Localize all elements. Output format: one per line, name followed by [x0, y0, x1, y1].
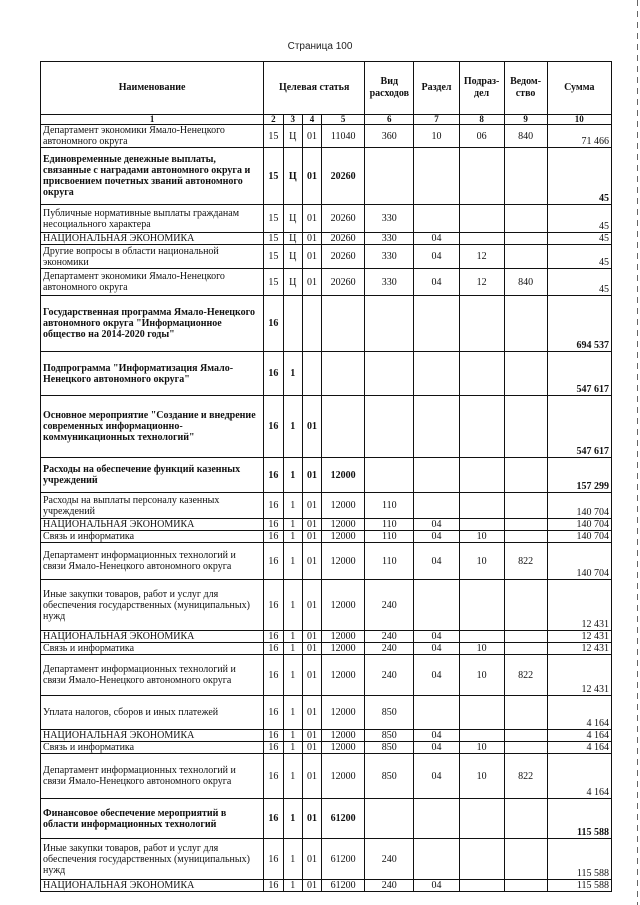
table-row	[41, 493, 612, 519]
subsection	[459, 730, 504, 742]
target-code-event: 01	[302, 205, 321, 233]
department-code	[504, 352, 547, 396]
row-name: Департамент экономики Ямало-Ненецкого автономного округа	[41, 269, 264, 296]
target-code-event	[302, 296, 321, 352]
row-name: Подпрограмма "Информатизация Ямало-Ненецкого автономного округа"	[41, 352, 264, 396]
table-row	[41, 742, 612, 754]
target-code-program: 15	[264, 245, 283, 269]
department-code	[504, 148, 547, 205]
target-code-subprogram: 1	[283, 531, 302, 543]
subsection	[459, 580, 504, 631]
table-row	[41, 352, 612, 396]
target-code-program: 16	[264, 519, 283, 531]
target-code-subprogram: Ц	[283, 205, 302, 233]
target-code-direction: 20260	[322, 269, 365, 296]
target-code-program: 16	[264, 580, 283, 631]
row-sum: 12 431	[547, 580, 611, 631]
expense-type	[365, 296, 414, 352]
column-number: 4	[302, 115, 321, 125]
table-row	[41, 296, 612, 352]
row-sum: 45	[547, 233, 611, 245]
table-row	[41, 458, 612, 493]
expense-type	[365, 148, 414, 205]
section: 04	[414, 519, 459, 531]
table-row	[41, 233, 612, 245]
subsection	[459, 493, 504, 519]
subsection	[459, 296, 504, 352]
target-code-direction: 12000	[322, 531, 365, 543]
row-name: Другие вопросы в области национальной экономики	[41, 245, 264, 269]
row-sum: 140 704	[547, 519, 611, 531]
row-sum: 140 704	[547, 493, 611, 519]
expense-type: 240	[365, 839, 414, 880]
row-sum: 4 164	[547, 742, 611, 754]
target-code-program: 15	[264, 205, 283, 233]
row-name: Публичные нормативные выплаты гражданам несоциального характера	[41, 205, 264, 233]
target-code-program: 16	[264, 742, 283, 754]
department-code	[504, 631, 547, 643]
target-code-event: 01	[302, 880, 321, 892]
target-code-program: 16	[264, 754, 283, 799]
table-body	[41, 125, 612, 892]
row-name: Связь и информатика	[41, 643, 264, 655]
expense-type: 240	[365, 880, 414, 892]
expense-type: 240	[365, 580, 414, 631]
expense-type: 240	[365, 631, 414, 643]
section: 04	[414, 233, 459, 245]
subsection	[459, 799, 504, 839]
target-code-direction: 61200	[322, 880, 365, 892]
target-code-direction: 12000	[322, 519, 365, 531]
target-code-subprogram: 1	[283, 352, 302, 396]
target-code-program: 16	[264, 396, 283, 458]
expense-type: 330	[365, 269, 414, 296]
row-name: Департамент информационных технологий и связи Ямало-Ненецкого автономного округа	[41, 655, 264, 696]
target-code-direction: 12000	[322, 631, 365, 643]
target-code-subprogram: 1	[283, 493, 302, 519]
target-code-subprogram: 1	[283, 543, 302, 580]
section	[414, 839, 459, 880]
table-row	[41, 543, 612, 580]
section	[414, 799, 459, 839]
expense-type: 850	[365, 696, 414, 730]
table-row	[41, 839, 612, 880]
table-row	[41, 531, 612, 543]
target-code-direction: 20260	[322, 233, 365, 245]
scan-edge-mark	[637, 0, 638, 905]
table-row	[41, 643, 612, 655]
target-code-subprogram: Ц	[283, 125, 302, 148]
table-row	[41, 519, 612, 531]
target-code-event: 01	[302, 730, 321, 742]
section	[414, 396, 459, 458]
expense-type: 240	[365, 643, 414, 655]
column-number: 2	[264, 115, 283, 125]
target-code-direction: 20260	[322, 205, 365, 233]
department-code	[504, 730, 547, 742]
row-sum: 140 704	[547, 543, 611, 580]
row-sum: 115 588	[547, 799, 611, 839]
section	[414, 493, 459, 519]
row-sum: 12 431	[547, 631, 611, 643]
section	[414, 352, 459, 396]
row-name: Связь и информатика	[41, 742, 264, 754]
target-code-direction	[322, 396, 365, 458]
department-code: 822	[504, 543, 547, 580]
expense-type	[365, 352, 414, 396]
department-code	[504, 742, 547, 754]
department-code	[504, 296, 547, 352]
expense-type: 850	[365, 730, 414, 742]
table-row	[41, 799, 612, 839]
expense-type: 850	[365, 742, 414, 754]
department-code	[504, 839, 547, 880]
expense-type: 330	[365, 245, 414, 269]
target-code-direction	[322, 352, 365, 396]
row-sum: 115 588	[547, 839, 611, 880]
row-sum: 12 431	[547, 643, 611, 655]
section	[414, 205, 459, 233]
target-code-subprogram: 1	[283, 631, 302, 643]
row-sum: 4 164	[547, 754, 611, 799]
section	[414, 696, 459, 730]
target-code-subprogram: 1	[283, 643, 302, 655]
target-code-subprogram	[283, 296, 302, 352]
department-code	[504, 245, 547, 269]
column-number: 3	[283, 115, 302, 125]
department-code: 840	[504, 269, 547, 296]
expense-type	[365, 799, 414, 839]
target-code-direction: 12000	[322, 696, 365, 730]
target-code-event: 01	[302, 754, 321, 799]
target-code-subprogram: 1	[283, 742, 302, 754]
table-row	[41, 396, 612, 458]
target-code-event: 01	[302, 396, 321, 458]
target-code-event: 01	[302, 233, 321, 245]
budget-table	[40, 61, 612, 892]
expense-type: 240	[365, 655, 414, 696]
row-name: Департамент экономики Ямало-Ненецкого автономного округа	[41, 125, 264, 148]
header-name: Наименование	[41, 62, 264, 115]
target-code-program: 16	[264, 352, 283, 396]
subsection: 10	[459, 655, 504, 696]
target-code-program: 16	[264, 631, 283, 643]
expense-type	[365, 396, 414, 458]
target-code-subprogram: 1	[283, 730, 302, 742]
section: 04	[414, 543, 459, 580]
row-name: Департамент информационных технологий и связи Ямало-Ненецкого автономного округа	[41, 754, 264, 799]
department-code: 822	[504, 655, 547, 696]
target-code-program: 16	[264, 696, 283, 730]
target-code-subprogram: Ц	[283, 233, 302, 245]
target-code-direction: 20260	[322, 148, 365, 205]
target-code-event: 01	[302, 125, 321, 148]
target-code-program: 16	[264, 458, 283, 493]
row-name: Государственная программа Ямало-Ненецкого автономного округа "Информационное общество на 2014-2020 годы"	[41, 296, 264, 352]
target-code-program: 15	[264, 148, 283, 205]
target-code-program: 15	[264, 233, 283, 245]
row-name: Единовременные денежные выплаты, связанные с наградами автономного округа и присвоением почетных званий автономного округа	[41, 148, 264, 205]
target-code-subprogram: Ц	[283, 245, 302, 269]
expense-type: 110	[365, 493, 414, 519]
target-code-program: 16	[264, 730, 283, 742]
header-section: Раздел	[414, 62, 459, 115]
target-code-event: 01	[302, 269, 321, 296]
target-code-direction	[322, 296, 365, 352]
target-code-direction: 61200	[322, 839, 365, 880]
expense-type: 110	[365, 519, 414, 531]
subsection	[459, 205, 504, 233]
page-number-header: Страница 100	[287, 41, 353, 52]
header-expense-type: Вид расходов	[365, 62, 414, 115]
department-code	[504, 396, 547, 458]
row-name: НАЦИОНАЛЬНАЯ ЭКОНОМИКА	[41, 631, 264, 643]
column-number: 1	[41, 115, 264, 125]
row-name: Связь и информатика	[41, 531, 264, 543]
header-subsection: Подраз-дел	[459, 62, 504, 115]
subsection: 12	[459, 245, 504, 269]
target-code-program: 16	[264, 839, 283, 880]
column-number: 9	[504, 115, 547, 125]
target-code-program: 15	[264, 125, 283, 148]
subsection	[459, 396, 504, 458]
section: 04	[414, 531, 459, 543]
target-code-subprogram: 1	[283, 396, 302, 458]
table-row	[41, 631, 612, 643]
target-code-program: 16	[264, 880, 283, 892]
target-code-direction: 12000	[322, 643, 365, 655]
header-department: Ведом-ство	[504, 62, 547, 115]
target-code-program: 16	[264, 296, 283, 352]
target-code-subprogram: 1	[283, 458, 302, 493]
section: 04	[414, 754, 459, 799]
row-name: Основное мероприятие "Создание и внедрение современных информационно-коммуникационных технологий"	[41, 396, 264, 458]
column-number: 7	[414, 115, 459, 125]
row-sum: 45	[547, 205, 611, 233]
row-name: НАЦИОНАЛЬНАЯ ЭКОНОМИКА	[41, 233, 264, 245]
expense-type: 360	[365, 125, 414, 148]
row-name: Расходы на выплаты персоналу казенных учреждений	[41, 493, 264, 519]
target-code-direction: 61200	[322, 799, 365, 839]
target-code-subprogram: 1	[283, 655, 302, 696]
department-code	[504, 643, 547, 655]
target-code-event: 01	[302, 643, 321, 655]
column-number: 10	[547, 115, 611, 125]
table-row	[41, 880, 612, 892]
section: 04	[414, 742, 459, 754]
section	[414, 458, 459, 493]
target-code-event: 01	[302, 742, 321, 754]
row-name: НАЦИОНАЛЬНАЯ ЭКОНОМИКА	[41, 880, 264, 892]
subsection	[459, 880, 504, 892]
target-code-direction: 12000	[322, 543, 365, 580]
target-code-direction: 12000	[322, 655, 365, 696]
department-code: 822	[504, 754, 547, 799]
row-name: Уплата налогов, сборов и иных платежей	[41, 696, 264, 730]
table-row	[41, 245, 612, 269]
target-code-program: 16	[264, 643, 283, 655]
row-sum: 45	[547, 269, 611, 296]
expense-type: 110	[365, 531, 414, 543]
department-code	[504, 519, 547, 531]
section: 04	[414, 730, 459, 742]
target-code-subprogram: 1	[283, 799, 302, 839]
row-name: НАЦИОНАЛЬНАЯ ЭКОНОМИКА	[41, 730, 264, 742]
target-code-event: 01	[302, 148, 321, 205]
row-sum: 45	[547, 148, 611, 205]
target-code-event: 01	[302, 655, 321, 696]
target-code-direction: 12000	[322, 580, 365, 631]
target-code-subprogram: 1	[283, 580, 302, 631]
target-code-program: 15	[264, 269, 283, 296]
table-row	[41, 205, 612, 233]
expense-type: 850	[365, 754, 414, 799]
subsection	[459, 839, 504, 880]
section: 04	[414, 655, 459, 696]
expense-type	[365, 458, 414, 493]
target-code-direction: 12000	[322, 742, 365, 754]
target-code-event: 01	[302, 493, 321, 519]
target-code-direction: 12000	[322, 730, 365, 742]
department-code	[504, 880, 547, 892]
row-sum: 547 617	[547, 396, 611, 458]
target-code-program: 16	[264, 655, 283, 696]
section: 04	[414, 643, 459, 655]
target-code-direction: 20260	[322, 245, 365, 269]
header-target-article: Целевая статья	[264, 62, 365, 115]
subsection: 10	[459, 742, 504, 754]
section	[414, 148, 459, 205]
row-sum: 140 704	[547, 531, 611, 543]
subsection: 10	[459, 754, 504, 799]
column-number: 8	[459, 115, 504, 125]
department-code	[504, 580, 547, 631]
table-row	[41, 754, 612, 799]
subsection: 10	[459, 643, 504, 655]
expense-type: 110	[365, 543, 414, 580]
target-code-program: 16	[264, 531, 283, 543]
target-code-event: 01	[302, 696, 321, 730]
target-code-direction: 11040	[322, 125, 365, 148]
row-sum: 12 431	[547, 655, 611, 696]
row-name: Расходы на обеспечение функций казенных учреждений	[41, 458, 264, 493]
target-code-event: 01	[302, 543, 321, 580]
department-code: 840	[504, 125, 547, 148]
department-code	[504, 531, 547, 543]
target-code-subprogram: 1	[283, 754, 302, 799]
table-row	[41, 696, 612, 730]
target-code-direction: 12000	[322, 493, 365, 519]
table-header-row	[41, 62, 612, 115]
row-sum: 115 588	[547, 880, 611, 892]
target-code-direction: 12000	[322, 458, 365, 493]
subsection	[459, 458, 504, 493]
subsection	[459, 519, 504, 531]
target-code-subprogram: 1	[283, 839, 302, 880]
row-sum: 71 466	[547, 125, 611, 148]
subsection	[459, 352, 504, 396]
row-name: Иные закупки товаров, работ и услуг для обеспечения государственных (муниципальных) нужд	[41, 580, 264, 631]
table-row	[41, 125, 612, 148]
subsection: 06	[459, 125, 504, 148]
subsection	[459, 631, 504, 643]
header-sum: Сумма	[547, 62, 611, 115]
column-number-row	[41, 115, 612, 125]
target-code-subprogram: Ц	[283, 148, 302, 205]
target-code-event: 01	[302, 458, 321, 493]
target-code-program: 16	[264, 493, 283, 519]
target-code-event	[302, 352, 321, 396]
table-row	[41, 269, 612, 296]
subsection: 10	[459, 543, 504, 580]
target-code-event: 01	[302, 839, 321, 880]
subsection: 10	[459, 531, 504, 543]
target-code-event: 01	[302, 799, 321, 839]
target-code-event: 01	[302, 580, 321, 631]
target-code-event: 01	[302, 519, 321, 531]
row-sum: 157 299	[547, 458, 611, 493]
subsection	[459, 696, 504, 730]
department-code	[504, 799, 547, 839]
department-code	[504, 205, 547, 233]
target-code-subprogram: 1	[283, 880, 302, 892]
target-code-event: 01	[302, 631, 321, 643]
subsection: 12	[459, 269, 504, 296]
table-row	[41, 730, 612, 742]
row-sum: 547 617	[547, 352, 611, 396]
target-code-event: 01	[302, 531, 321, 543]
subsection	[459, 233, 504, 245]
row-sum: 4 164	[547, 730, 611, 742]
table-row	[41, 580, 612, 631]
row-name: Финансовое обеспечение мероприятий в области информационных технологий	[41, 799, 264, 839]
expense-type: 330	[365, 205, 414, 233]
target-code-subprogram: 1	[283, 519, 302, 531]
section: 04	[414, 631, 459, 643]
target-code-direction: 12000	[322, 754, 365, 799]
row-sum: 4 164	[547, 696, 611, 730]
target-code-subprogram: Ц	[283, 269, 302, 296]
row-sum: 45	[547, 245, 611, 269]
row-name: Иные закупки товаров, работ и услуг для обеспечения государственных (муниципальных) нужд	[41, 839, 264, 880]
target-code-program: 16	[264, 543, 283, 580]
target-code-subprogram: 1	[283, 696, 302, 730]
expense-type: 330	[365, 233, 414, 245]
table-row	[41, 148, 612, 205]
column-number: 5	[322, 115, 365, 125]
row-name: Департамент информационных технологий и связи Ямало-Ненецкого автономного округа	[41, 543, 264, 580]
department-code	[504, 458, 547, 493]
row-name: НАЦИОНАЛЬНАЯ ЭКОНОМИКА	[41, 519, 264, 531]
column-number: 6	[365, 115, 414, 125]
section: 04	[414, 880, 459, 892]
section: 04	[414, 269, 459, 296]
department-code	[504, 493, 547, 519]
section: 04	[414, 245, 459, 269]
department-code	[504, 233, 547, 245]
section	[414, 296, 459, 352]
section: 10	[414, 125, 459, 148]
section	[414, 580, 459, 631]
table-row	[41, 655, 612, 696]
subsection	[459, 148, 504, 205]
department-code	[504, 696, 547, 730]
target-code-program: 16	[264, 799, 283, 839]
target-code-event: 01	[302, 245, 321, 269]
row-sum: 694 537	[547, 296, 611, 352]
